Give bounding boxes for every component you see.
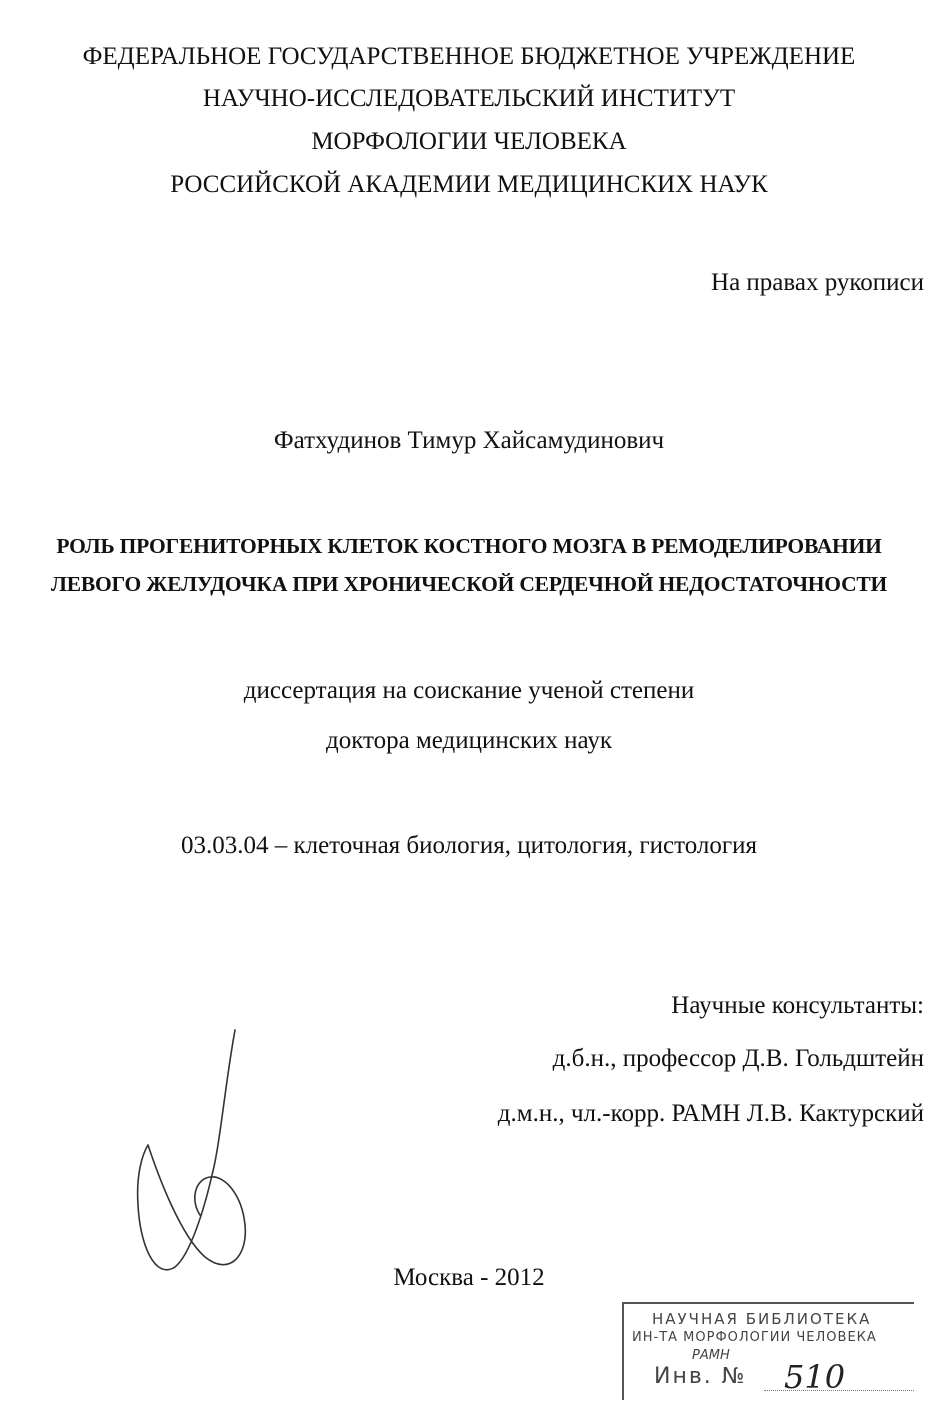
stamp-line-3: РАМН (692, 1348, 730, 1363)
stamp-inv-label: Инв. № (654, 1364, 747, 1389)
stamp-dotted-line (764, 1390, 914, 1391)
consultants-heading: Научные консультанты: (671, 992, 924, 1019)
institution-line-1: ФЕДЕРАЛЬНОЕ ГОСУДАРСТВЕННОЕ БЮДЖЕТНОЕ УЧРЕЖДЕНИЕ (82, 43, 856, 70)
institution-line-3: МОРФОЛОГИИ ЧЕЛОВЕКА (311, 128, 627, 155)
degree-line-1: диссертация на соискание ученой степени (243, 677, 695, 704)
city-year: Москва - 2012 (393, 1264, 545, 1291)
stamp-inv-number: 510 (784, 1358, 846, 1396)
stamp-line-1: НАУЧНАЯ БИБЛИОТЕКА (652, 1310, 872, 1328)
library-stamp (622, 1302, 914, 1400)
author-name: Фатхудинов Тимур Хайсамудинович (273, 427, 665, 454)
consultant-2: д.м.н., чл.-корр. РАМН Л.В. Кактурский (497, 1100, 924, 1127)
degree-line-2: доктора медицинских наук (325, 727, 613, 754)
specialty: 03.03.04 – клеточная биология, цитология, гистология (180, 832, 758, 859)
signature (130, 1025, 260, 1275)
institution-line-2: НАУЧНО-ИССЛЕДОВАТЕЛЬСКИЙ ИНСТИТУТ (202, 85, 736, 112)
manuscript-note: На правах рукописи (711, 269, 924, 296)
stamp-line-2: ИН-ТА МОРФОЛОГИИ ЧЕЛОВЕКА (632, 1330, 877, 1345)
institution-line-4: РОССИЙСКОЙ АКАДЕМИИ МЕДИЦИНСКИХ НАУК (170, 171, 768, 198)
title-line-2: ЛЕВОГО ЖЕЛУДОЧКА ПРИ ХРОНИЧЕСКОЙ СЕРДЕЧНОЙ НЕДОСТАТОЧНОСТИ (50, 572, 888, 596)
consultant-1: д.б.н., профессор Д.В. Гольдштейн (552, 1045, 924, 1072)
title-line-1: РОЛЬ ПРОГЕНИТОРНЫХ КЛЕТОК КОСТНОГО МОЗГА В РЕМОДЕЛИРОВАНИИ (56, 534, 882, 558)
